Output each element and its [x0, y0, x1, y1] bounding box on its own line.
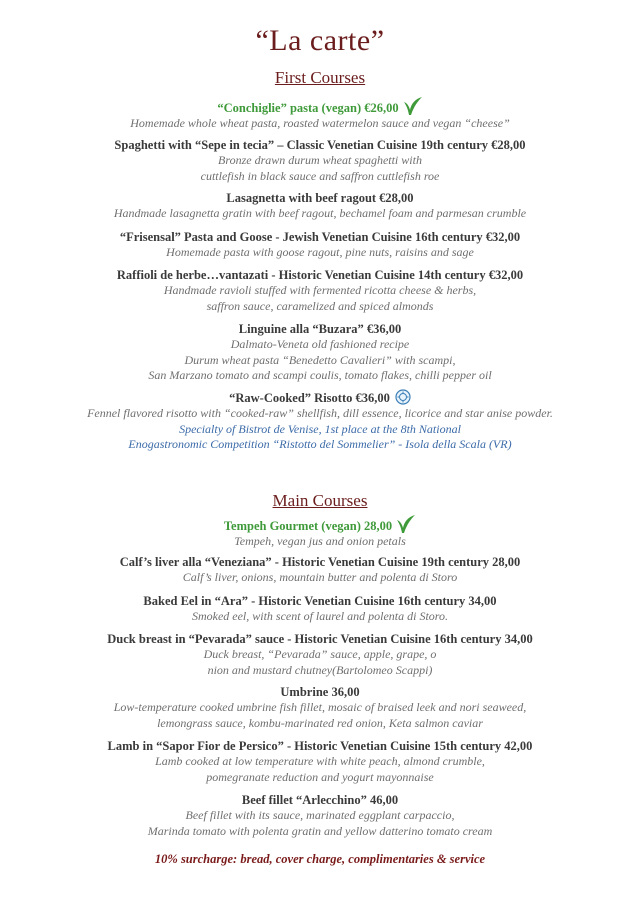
dish-description: Duck breast, “Pevarada” sauce, apple, grape, o: [203, 647, 437, 661]
dish-award-note: Enogastronomic Competition “Ristotto del Sommelier” - Isola della Scala (VR): [128, 437, 512, 451]
page-title: “La carte”: [255, 24, 385, 57]
dish-umbrine: [0, 684, 640, 731]
dish-description: Homemade whole wheat pasta, roasted watermelon sauce and vegan “cheese”: [130, 116, 510, 130]
dish-name: Beef fillet “Arlecchino” 46,00: [241, 793, 399, 807]
dish-beef-fillet: [0, 792, 640, 839]
award-medal-icon: [395, 389, 411, 405]
surcharge-note: 10% surcharge: bread, cover charge, complimentaries & service: [154, 852, 486, 866]
dish-description: Bronze drawn durum wheat spaghetti with: [218, 153, 422, 167]
dish-name: Tempeh Gourmet (vegan) 28,00: [0, 514, 640, 534]
dish-description: saffron sauce, caramelized and spiced almonds: [206, 298, 434, 313]
dish-raffioli: [0, 267, 640, 314]
dish-duck-breast: [0, 631, 640, 678]
vegan-leaf-icon: [403, 96, 423, 116]
dish-name: “Frisensal” Pasta and Goose - Jewish Venetian Cuisine 16th century €32,00: [119, 230, 521, 244]
section-heading-first-courses: First Courses: [274, 68, 366, 87]
dish-raw-cooked-risotto: [0, 389, 640, 453]
dish-award-note: Specialty of Bistrot de Venise, 1st place at the 8th National: [179, 421, 461, 436]
dish-description: Dalmato-Veneta old fashioned recipe: [230, 337, 410, 351]
dish-calfs-liver: [0, 554, 640, 586]
dish-lamb: [0, 738, 640, 785]
dish-spaghetti-sepe: [0, 137, 640, 184]
dish-description: Beef fillet with its sauce, marinated eggplant carpaccio,: [185, 808, 455, 822]
dish-lasagnetta: [0, 190, 640, 222]
dish-linguine-buzara: [0, 321, 640, 384]
dish-description: Calf’s liver, onions, mountain butter and polenta di Storo: [182, 570, 458, 584]
dish-description: Tempeh, vegan jus and onion petals: [234, 534, 406, 548]
dish-name: Linguine alla “Buzara” €36,00: [238, 322, 402, 336]
dish-name: Umbrine 36,00: [280, 685, 360, 699]
dish-name: Lamb in “Sapor Fior de Persico” - Historic Venetian Cuisine 15th century 42,00: [107, 739, 533, 753]
dish-name: Raffioli de herbe…vantazati - Historic Venetian Cuisine 14th century €32,00: [116, 268, 524, 282]
dish-description: Low-temperature cooked umbrine fish fillet, mosaic of braised leek and nori seaweed,: [113, 700, 527, 714]
dish-tempeh: [0, 514, 640, 550]
dish-description: Durum wheat pasta “Benedetto Cavalieri” with scampi,: [184, 352, 456, 367]
dish-name: Spaghetti with “Sepe in tecia” – Classic Venetian Cuisine 19th century €28,00: [114, 138, 526, 152]
dish-description: Handmade lasagnetta gratin with beef ragout, bechamel foam and parmesan crumble: [113, 206, 527, 220]
dish-name: Duck breast in “Pevarada” sauce - Historic Venetian Cuisine 16th century 34,00: [107, 632, 533, 646]
dish-frisensal: [0, 229, 640, 261]
dish-description: Lamb cooked at low temperature with white peach, almond crumble,: [155, 754, 485, 768]
dish-name: Calf’s liver alla “Veneziana” - Historic Venetian Cuisine 19th century 28,00: [119, 555, 521, 569]
section-heading-main-courses: Main Courses: [272, 491, 368, 510]
dish-description: Fennel flavored risotto with “cooked-raw” shellfish, dill essence, licorice and star anise powder.: [87, 406, 553, 420]
dish-description: nion and mustard chutney(Bartolomeo Scappi): [207, 662, 433, 677]
dish-description: Smoked eel, with scent of laurel and polenta di Storo.: [191, 609, 449, 623]
dish-description: Marinda tomato with polenta gratin and yellow datterino tomato cream: [147, 823, 493, 838]
dish-conchiglie: [0, 96, 640, 132]
dish-description: San Marzano tomato and scampi coulis, tomato flakes, chilli pepper oil: [148, 368, 492, 382]
vegan-leaf-icon: [396, 514, 416, 534]
dish-name: “Conchiglie” pasta (vegan) €26,00: [0, 96, 640, 116]
dish-description: pomegranate reduction and yogurt mayonnaise: [206, 769, 434, 784]
dish-baked-eel: [0, 593, 640, 625]
dish-description: cuttlefish in black sauce and saffron cuttlefish roe: [200, 168, 440, 183]
dish-description: lemongrass sauce, kombu-marinated red onion, Keta salmon caviar: [157, 715, 483, 730]
dish-name: “Raw-Cooked” Risotto €36,00: [0, 389, 640, 406]
dish-name: Baked Eel in “Ara” - Historic Venetian Cuisine 16th century 34,00: [143, 594, 497, 608]
dish-description: Homemade pasta with goose ragout, pine nuts, raisins and sage: [166, 245, 474, 259]
dish-name: Lasagnetta with beef ragout €28,00: [226, 191, 414, 205]
dish-description: Handmade ravioli stuffed with fermented ricotta cheese & herbs,: [163, 283, 477, 297]
